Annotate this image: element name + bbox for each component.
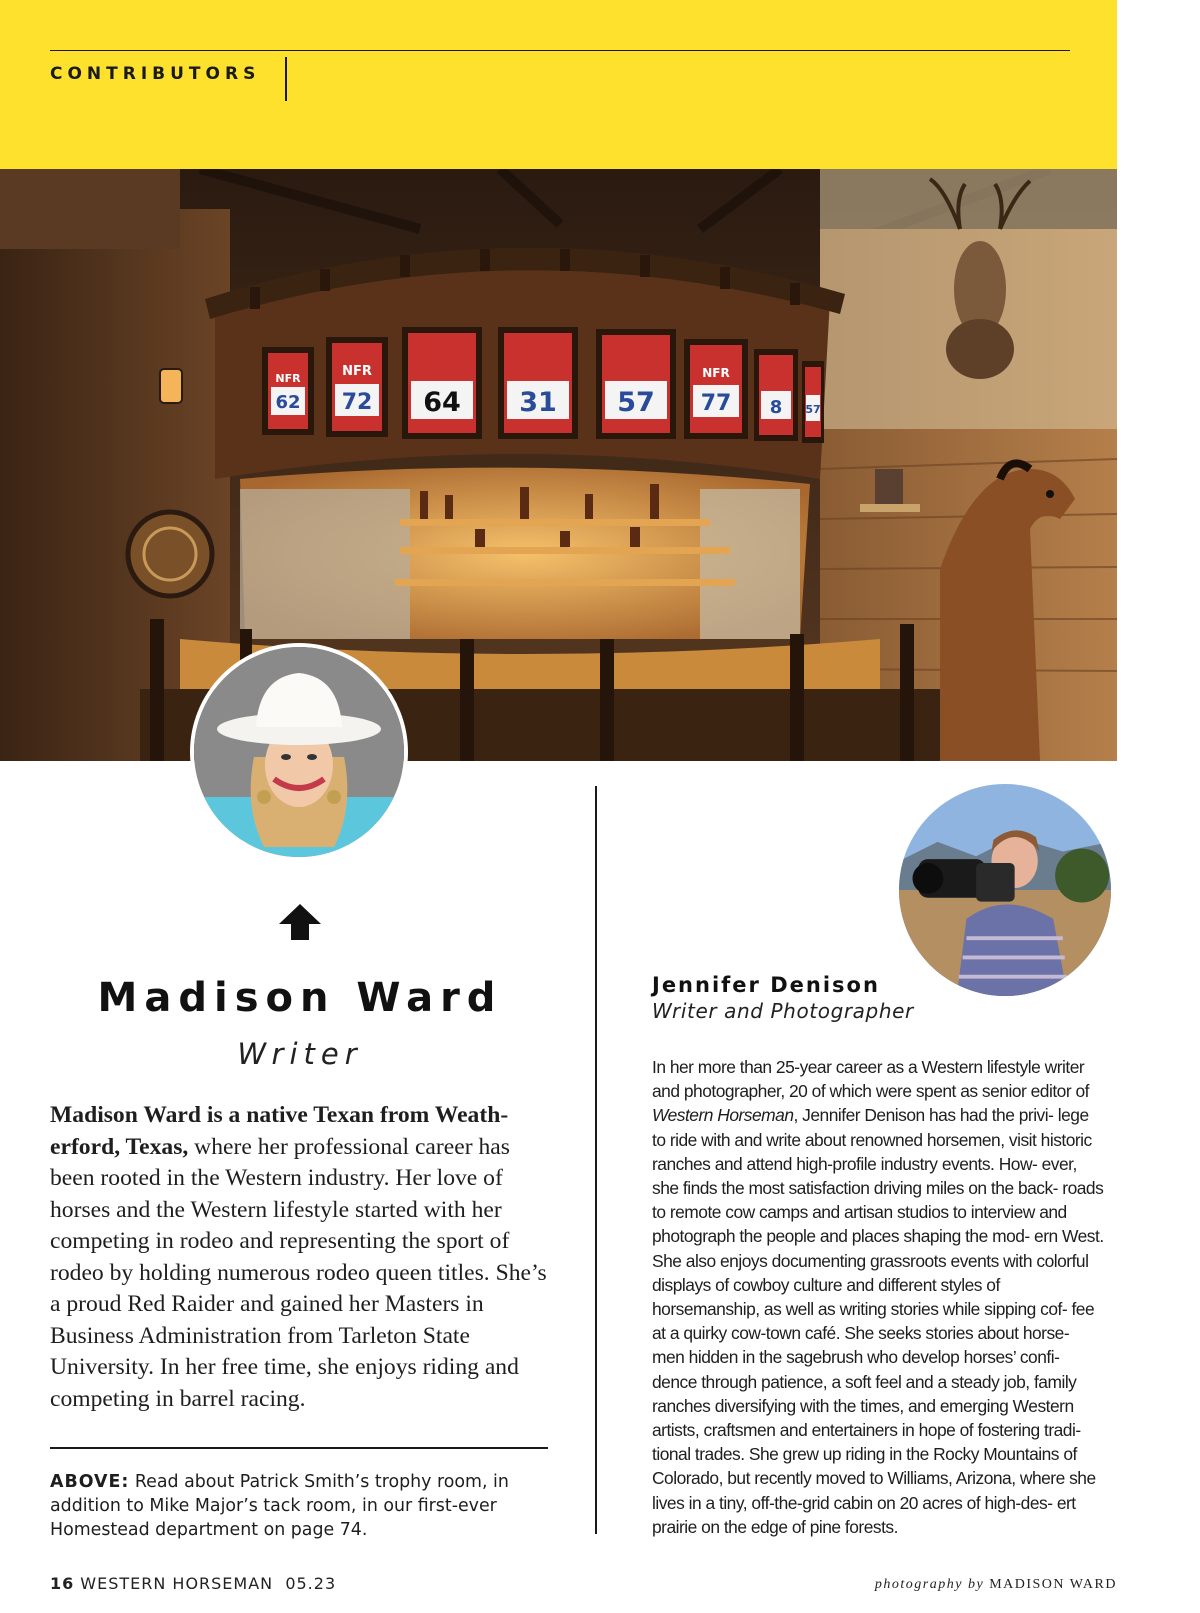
- jersey-number: 57: [805, 403, 821, 416]
- caption-lead: ABOVE:: [50, 1472, 130, 1492]
- hero-photo-trophy-room: [0, 169, 1117, 761]
- caption-text: Read about Patrick Smith’s trophy room, in addition to Mike Major’s tack room, in our first-ever Homestead department on page 74.: [50, 1472, 509, 1540]
- jennifer-bio-part1: In her more than 25-year career as a Western lifestyle writer and photographer, 20 of which were spent as senior editor of: [652, 1057, 1089, 1102]
- magazine-name: WESTERN HORSEMAN: [80, 1574, 274, 1593]
- jennifer-denison-bio: [652, 1055, 1104, 1539]
- madison-bio-text: where her professional career has been rooted in the Western industry. Her love of horses and the Western lifestyle started with her competing in rodeo and representing the sport of rodeo by holding numerous rodeo queen titles. She’s a proud Red Raider and gained her Masters in Business Administration from Tarleton State University. In her free time, she enjoys riding and competing in barrel racing.: [50, 1133, 547, 1412]
- section-divider: [285, 57, 287, 101]
- arrow-up-icon: [277, 902, 323, 947]
- madison-ward-role: Writer: [237, 1037, 363, 1071]
- credit-name: MADISON WARD: [989, 1577, 1117, 1592]
- header-rule: [50, 50, 1070, 51]
- section-label: CONTRIBUTORS: [50, 64, 261, 84]
- jersey-number: 62: [275, 392, 301, 413]
- madison-ward-name: Madison Ward: [97, 975, 503, 1021]
- caption-rule: [50, 1447, 548, 1449]
- madison-ward-photo: [194, 647, 404, 857]
- jersey-number: 77: [700, 391, 732, 416]
- trophy-room-illustration: [0, 169, 1117, 761]
- jennifer-denison-name: Jennifer Denison: [652, 973, 880, 997]
- jersey-number: 57: [617, 387, 655, 418]
- jennifer-bio-magazine: Western Horseman: [652, 1105, 794, 1126]
- column-divider: [595, 786, 597, 1534]
- photo-credit: [875, 1577, 1117, 1593]
- header-band: [0, 0, 1117, 169]
- jersey-number: 8: [769, 397, 783, 418]
- jennifer-denison-role: Writer and Photographer: [652, 999, 914, 1023]
- jennifer-denison-photo: [899, 784, 1111, 996]
- madison-ward-portrait: [190, 643, 408, 861]
- jersey-number: 31: [519, 387, 557, 418]
- page-number: 16: [50, 1574, 75, 1593]
- jersey-label: NFR: [275, 372, 301, 385]
- jennifer-denison-portrait: [895, 780, 1115, 1000]
- madison-bio-lead: Madison Ward is a native Texan from Weath- erford, Texas,: [50, 1102, 509, 1160]
- jersey-number: 64: [423, 387, 461, 418]
- issue-date: 05.23: [285, 1574, 337, 1593]
- jersey-number: 72: [341, 390, 373, 415]
- madison-ward-bio: [50, 1100, 550, 1415]
- jersey-label: NFR: [342, 364, 372, 379]
- photo-caption: [50, 1470, 550, 1542]
- jennifer-bio-part2: , Jennifer Denison has had the privi- lege to ride with and write about renowned horsemen, visit historic ranches and attend high-profile industry events. How- ever, she finds the most satisfaction driving miles on the back- roads to remote cow camps and artisan studios to interview and photograph the people and places shaping the mod- ern West. She also enjoys documenting grassroots events with colorful displays of cowboy culture and different styles of horsemanship, as well as writing stories while sipping cof- fee at a quirky cow-town café. She seeks stories about horse- men hidden in the sagebrush who develop horses’ confi- dence through patience, a soft feel and a steady job, family ranches diversifying with the times, and emerging Western artists, craftsmen and entertainers in hope of fostering tradi- tional trades. She grew up riding in the Rocky Mountains of Colorado, but recently moved to Williams, Arizona, where she lives in a tiny, off-the-grid cabin on 20 acres of high-des- ert prairie on the edge of pine forests.: [652, 1105, 1104, 1537]
- folio: [50, 1574, 336, 1593]
- credit-prefix: photography by: [874, 1577, 985, 1592]
- jersey-label: NFR: [702, 366, 730, 380]
